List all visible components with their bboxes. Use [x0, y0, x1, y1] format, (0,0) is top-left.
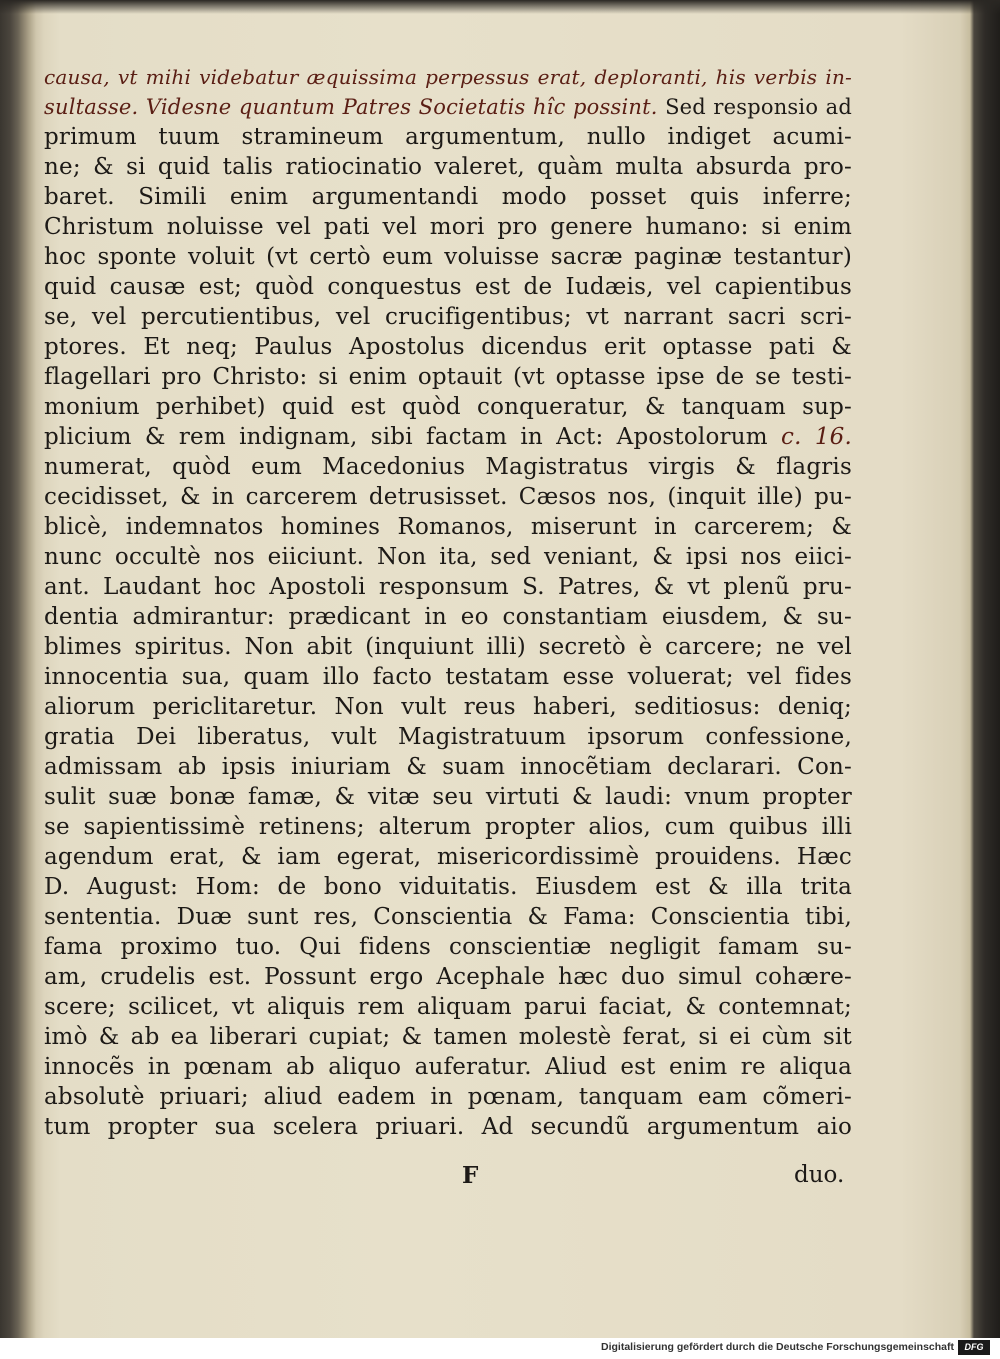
text-span: Sed responsio ad [657, 95, 852, 119]
text-line: se sapientissimè retinens; alterum propter alios, cum quibus illi [44, 814, 852, 840]
text-line: absolutè priuari; aliud eadem in pœnam, tanquam eam cõmeri- [44, 1084, 852, 1110]
text-line: am, crudelis est. Possunt ergo Acephale hæc duo simul cohære- [44, 964, 852, 990]
text-line [44, 92, 852, 122]
text-line: innocentia sua, quam illo facto testatam esse voluerat; vel fides [44, 664, 852, 690]
text-line: tum propter sua scelera priuari. Ad secundũ argumentum aio [44, 1114, 852, 1140]
italic-span: c. 16. [780, 424, 852, 450]
text-line: ant. Laudant hoc Apostoli responsum S. Patres, & vt plenũ pru- [44, 574, 852, 600]
digitization-footer [0, 1338, 1000, 1359]
text-line: quid causæ est; quòd conquestus est de Iudæis, vel capientibus [44, 274, 852, 300]
signature-mark: F [462, 1162, 479, 1189]
text-line: blicè, indemnatos homines Romanos, miserunt in carcerem; & [44, 514, 852, 540]
text-line: monium perhibet) quid est quòd conqueratur, & tanquam sup- [44, 394, 852, 420]
text-line: fama proximo tuo. Qui fidens conscientiæ negligit famam su- [44, 934, 852, 960]
text-line: nunc occultè nos eiiciunt. Non ita, sed veniant, & ipsi nos eiici- [44, 544, 852, 570]
text-line: scere; scilicet, vt aliquis rem aliquam parui faciat, & contemnat; [44, 994, 852, 1020]
text-line: dentia admirantur: prædicant in eo constantiam eiusdem, & su- [44, 604, 852, 630]
page-body-text [44, 62, 852, 1142]
catchword: duo. [794, 1162, 845, 1188]
text-line: ptores. Et neq; Paulus Apostolus dicendus erit optasse pati & [44, 334, 852, 360]
text-line: hoc sponte voluit (vt certò eum voluisse sacræ paginæ testantur) [44, 244, 852, 270]
text-line: numerat, quòd eum Macedonius Magistratus virgis & flagris [44, 454, 852, 480]
text-line: sulit suæ bonæ famæ, & vitæ seu virtuti & laudi: vnum propter [44, 784, 852, 810]
text-line: admissam ab ipsis iniuriam & suam innocẽtiam declarari. Con- [44, 754, 852, 780]
text-line [44, 422, 852, 452]
text-line: flagellari pro Christo: si enim optauit (vt optasse ipse de se testi- [44, 364, 852, 390]
text-line: aliorum periclitaretur. Non vult reus haberi, seditiosus: deniq; [44, 694, 852, 720]
text-line: ne; & si quid talis ratiocinatio valeret, quàm multa absurda pro- [44, 154, 852, 180]
text-line: se, vel percutientibus, vel crucifigentibus; vt narrant sacri scri- [44, 304, 852, 330]
text-line: gratia Dei liberatus, vult Magistratuum ipsorum confessione, [44, 724, 852, 750]
text-line: innocẽs in pœnam ab aliquo auferatur. Aliud est enim re aliqua [44, 1054, 852, 1080]
text-line: primum tuum stramineum argumentum, nullo indiget acumi- [44, 124, 852, 150]
text-line: D. August: Hom: de bono viduitatis. Eiusdem est & illa trita [44, 874, 852, 900]
text-span: plicium & rem indignam, sibi factam in Act: Apostolorum [44, 424, 781, 450]
footer-credit-text: Digitalisierung gefördert durch die Deutsche Forschungsgemeinschaft [601, 1341, 954, 1353]
dfg-logo-icon: DFG [958, 1340, 990, 1355]
text-line: sententia. Duæ sunt res, Conscientia & Fama: Conscientia tibi, [44, 904, 852, 930]
text-line: agendum erat, & iam egerat, misericordissimè prouidens. Hæc [44, 844, 852, 870]
text-line: causa, vt mihi videbatur æquissima perpessus erat, deploranti, his verbis in- [44, 65, 852, 89]
text-line: imò & ab ea liberari cupiat; & tamen molestè ferat, si ei cùm sit [44, 1024, 852, 1050]
text-line: cecidisset, & in carcerem detrusisset. Cæsos nos, (inquit ille) pu- [44, 484, 852, 510]
italic-span: sultasse. Videsne quantum Patres Societatis hîc possint. [44, 95, 658, 119]
text-line: baret. Simili enim argumentandi modo posset quis inferre; [44, 184, 852, 210]
text-line: Christum noluisse vel pati vel mori pro genere humano: si enim [44, 214, 852, 240]
text-line: blimes spiritus. Non abit (inquiunt illi) secretò è carcere; ne vel [44, 634, 852, 660]
